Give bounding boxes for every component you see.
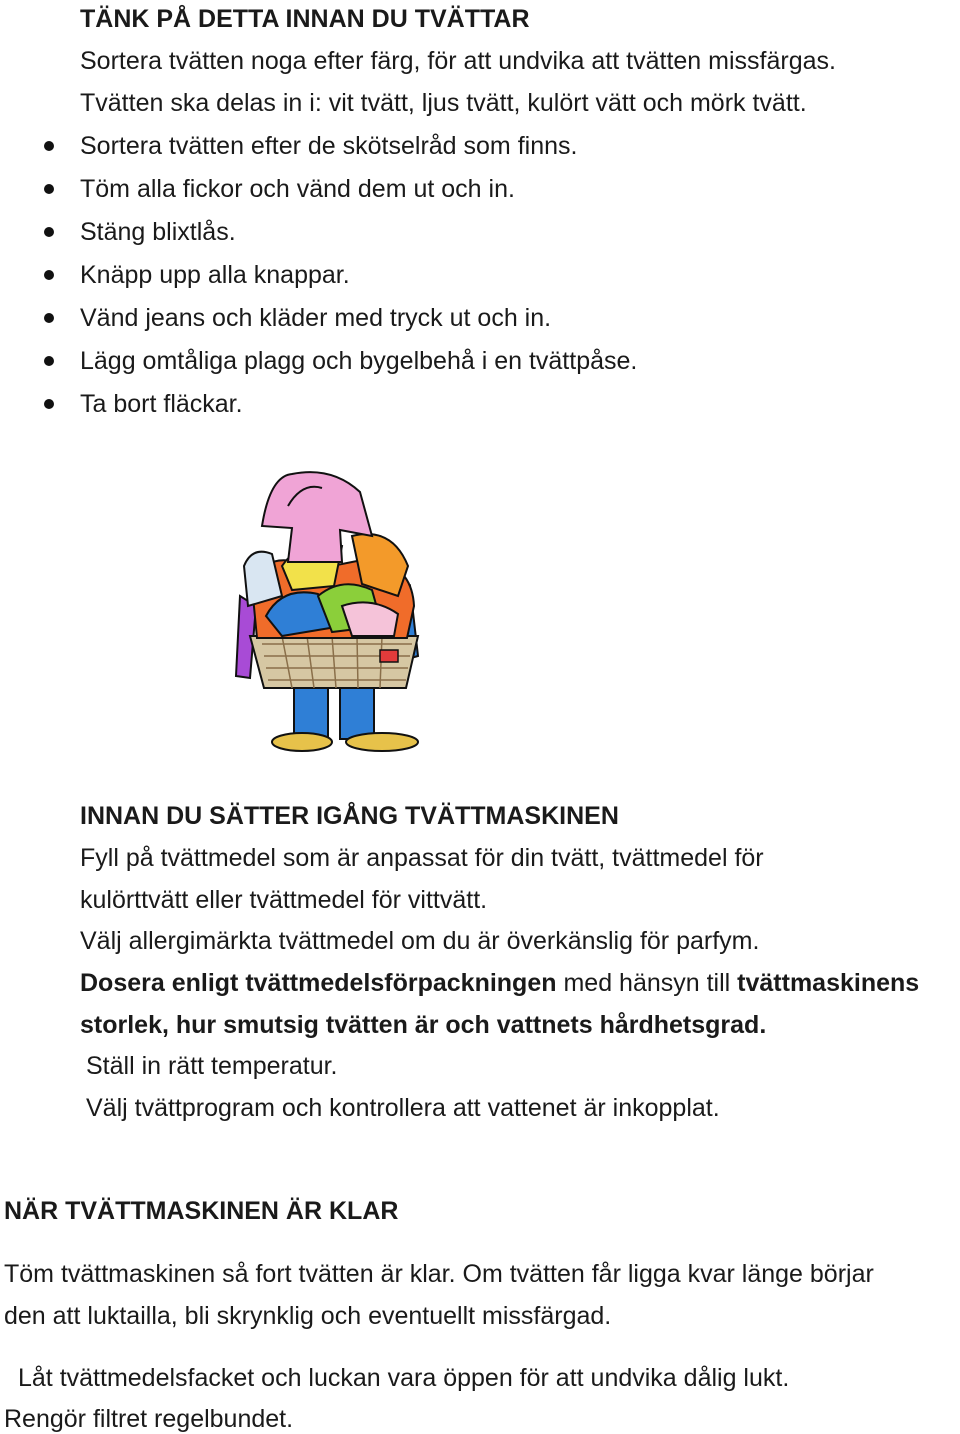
list-item: Vänd jeans och kläder med tryck ut och in.: [80, 304, 552, 332]
list-item: Lägg omtåliga plagg och bygelbehå i en tvättpåse.: [80, 347, 638, 375]
bullet-icon: [44, 313, 54, 323]
dosage-bold-text: tvättmaskinens: [737, 969, 920, 997]
bullet-icon: [44, 356, 54, 366]
bullet-icon: [44, 141, 54, 151]
intro-line: Sortera tvätten noga efter färg, för att undvika att tvätten missfärgas.: [80, 47, 836, 75]
paragraph-line: Välj allergimärkta tvättmedel om du är överkänslig för parfym.: [80, 927, 760, 955]
lid-line: Låt tvättmedelsfacket och luckan vara öppen för att undvika dålig lukt.: [18, 1364, 790, 1392]
paragraph-line: kulörttvätt eller tvättmedel för vittvätt.: [80, 886, 488, 914]
list-item: Stäng blixtlås.: [80, 218, 236, 246]
bullet-icon: [44, 270, 54, 280]
section-heading-before-starting: INNAN DU SÄTTER IGÅNG TVÄTTMASKINEN: [80, 802, 619, 830]
dosage-bold-text: Dosera enligt tvättmedelsförpackningen: [80, 969, 557, 997]
bullet-icon: [44, 184, 54, 194]
bullet-icon: [44, 399, 54, 409]
list-item: Sortera tvätten efter de skötselråd som finns.: [80, 132, 578, 160]
paragraph-line: Fyll på tvättmedel som är anpassat för din tvätt, tvättmedel för: [80, 844, 764, 872]
dosage-normal-text: med hänsyn till: [556, 969, 738, 997]
list-item: Knäpp upp alla knappar.: [80, 261, 350, 289]
dosage-line: [80, 968, 919, 998]
paragraph-line: Töm tvättmaskinen så fort tvätten är klar. Om tvätten får ligga kvar länge börjar: [4, 1260, 874, 1288]
bullet-icon: [44, 227, 54, 237]
dosage-line-bold: storlek, hur smutsig tvätten är och vattnets hårdhetsgrad.: [80, 1011, 767, 1039]
program-line: Välj tvättprogram och kontrollera att vattenet är inkopplat.: [86, 1094, 720, 1122]
temperature-line: Ställ in rätt temperatur.: [86, 1052, 338, 1080]
paragraph-line: den att luktailla, bli skrynklig och eventuellt missfärgad.: [4, 1302, 612, 1330]
laundry-basket-illustration: [222, 466, 442, 756]
intro-line: Tvätten ska delas in i: vit tvätt, ljus tvätt, kulört vätt och mörk tvätt.: [80, 89, 807, 117]
list-item: Töm alla fickor och vänd dem ut och in.: [80, 175, 515, 203]
list-item: Ta bort fläckar.: [80, 390, 243, 418]
filter-line: Rengör filtret regelbundet.: [4, 1405, 294, 1433]
section-heading-before-washing: TÄNK PÅ DETTA INNAN DU TVÄTTAR: [80, 5, 530, 33]
section-heading-when-done: NÄR TVÄTTMASKINEN ÄR KLAR: [4, 1197, 399, 1225]
